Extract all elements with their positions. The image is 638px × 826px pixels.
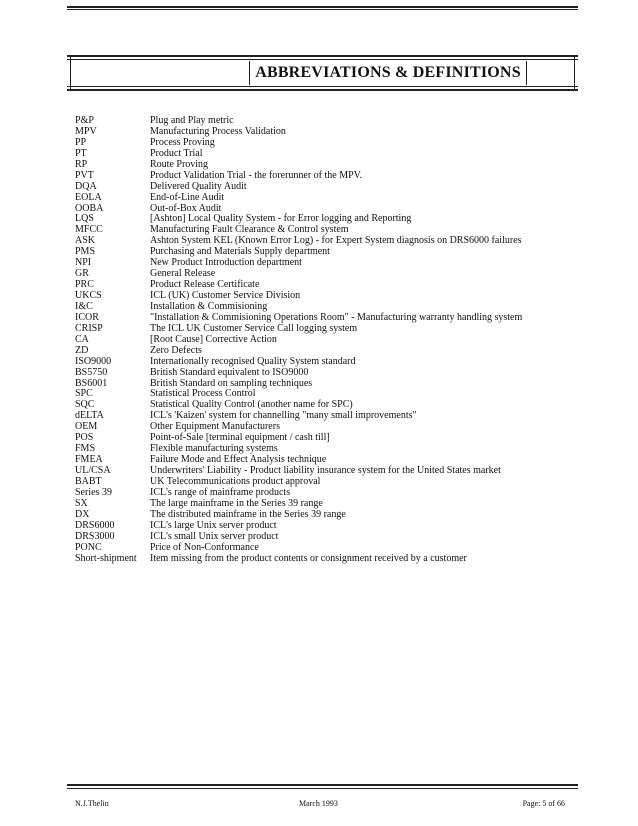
definition: Statistical Process Control [150,388,256,400]
abbreviation: ASK [75,235,96,247]
glossary-row [75,521,575,532]
definition: Statistical Quality Control (another name for SPC) [150,399,353,411]
abbreviation: DRS6000 [75,519,115,531]
footer-page-number: Page: 5 of 66 [522,799,565,808]
abbreviation: ISO9000 [75,355,112,367]
abbreviation: PRC [75,279,94,291]
abbreviation: dELTA [75,410,104,422]
abbreviation: SQC [75,399,95,411]
definition: Internationally recognised Quality System standard [150,355,356,367]
abbreviation: PMS [75,246,96,258]
glossary-row [75,543,575,554]
abbreviation: P&P [75,115,94,126]
banner-edge [70,57,71,89]
abbreviation: PP [75,136,87,148]
abbreviation: BS6001 [75,377,108,389]
definition: Product Validation Trial - the forerunner of the MPV. [150,169,363,181]
header-rule [67,6,578,8]
abbreviation: RP [75,158,88,170]
abbreviation: I&C [75,300,93,312]
abbreviation: FMS [75,443,96,455]
abbreviation: GR [75,268,89,280]
banner-line [67,59,578,60]
definition: [Root Cause] Corrective Action [150,333,277,345]
glossary-row [75,357,575,368]
definition: Underwriters' Liability - Product liability insurance system for the United States market [150,465,501,476]
abbreviation: LQS [75,213,94,225]
glossary-row [75,554,575,565]
abbreviation: BS5750 [75,366,108,378]
glossary-row [75,193,575,204]
definition: ICL's 'Kaizen' system for channelling "many small improvements" [150,410,417,422]
footer-rule [67,784,578,786]
definition: Other Equipment Manufacturers [150,421,280,433]
abbreviation: UKCS [75,290,102,301]
abbreviation: OEM [75,421,98,433]
abbreviation: CA [75,333,89,345]
abbreviation: PVT [75,169,94,181]
abbreviation: MFCC [75,224,103,236]
footer-author: N.J.Thelin [75,799,109,808]
abbreviation: EOLA [75,191,102,203]
abbreviation: OOBA [75,202,104,214]
definition: Delivered Quality Audit [150,180,247,192]
definition: ICL's large Unix server product [150,519,277,531]
abbreviation: Series 39 [75,486,112,498]
definition: General Release [150,268,216,280]
title-banner [67,55,578,91]
abbreviation: UL/CSA [75,465,111,476]
definition: ICL's range of mainframe products [150,486,291,498]
title-box [249,61,527,85]
definition: Plug and Play metric [150,115,234,126]
definition: Product Trial [150,147,203,159]
abbreviation: FMEA [75,454,103,466]
header-rule-thin [67,9,578,10]
definition: Zero Defects [150,344,202,356]
glossary-row [75,346,575,357]
abbreviation: PONC [75,541,102,553]
definition: Process Proving [150,136,215,148]
page-footer [75,798,565,810]
abbreviation: Short-shipment [75,552,137,564]
definition: Item missing from the product contents or consignment received by a customer [150,552,467,564]
abbreviation: DQA [75,180,97,192]
page-title: ABBREVIATIONS & DEFINITIONS [255,64,521,81]
definition: The large mainframe in the Series 39 range [150,497,323,509]
abbreviation: SX [75,497,88,509]
definition: British Standard on sampling techniques [150,377,313,389]
footer-date: March 1993 [299,799,338,808]
abbreviation: ZD [75,344,89,356]
definition: ICL (UK) Customer Service Division [150,290,301,301]
abbreviation: PT [75,147,87,159]
glossary-list [75,116,575,564]
definition: Product Release Certificate [150,279,260,291]
banner-edge [574,57,575,89]
definition: Installation & Commisioning [150,300,268,312]
definition: [Ashton] Local Quality System - for Error logging and Reporting [150,213,412,225]
definition: Ashton System KEL (Known Error Log) - for Expert System diagnosis on DRS6000 failures [150,235,522,247]
abbreviation: DX [75,508,90,520]
definition: Failure Mode and Effect Analysis technique [150,454,327,466]
abbreviation: POS [75,432,94,444]
banner-line [67,86,578,87]
definition: Manufacturing Process Validation [150,125,286,137]
glossary-row [75,182,575,193]
definition: The distributed mainframe in the Series 39 range [150,508,346,520]
footer-rule-thin [67,788,578,789]
glossary-row [75,368,575,379]
definition: New Product Introduction department [150,257,302,269]
abbreviation: CRISP [75,322,103,334]
definition: Manufacturing Fault Clearance & Control system [150,224,349,236]
abbreviation: BABT [75,475,102,487]
definition: End-of-Line Audit [150,191,225,203]
definition: The ICL UK Customer Service Call logging system [150,322,358,334]
abbreviation: MPV [75,125,97,137]
definition: Route Proving [150,158,209,170]
abbreviation: DRS3000 [75,530,115,542]
abbreviation: SPC [75,388,93,400]
glossary-row [75,171,575,182]
abbreviation: NPI [75,257,92,269]
definition: Out-of-Box Audit [150,202,222,214]
abbreviation: ICOR [75,311,99,323]
definition: Purchasing and Materials Supply department [150,246,330,258]
definition: "Installation & Commisioning Operations Room" - Manufacturing warranty handling system [150,311,523,323]
banner-line [67,89,578,91]
definition: ICL's small Unix server product [150,530,279,542]
definition: Point-of-Sale [terminal equipment / cash till] [150,432,330,444]
banner-line [67,55,578,57]
definition: Price of Non-Conformance [150,541,259,553]
definition: UK Telecommunications product approval [150,475,321,487]
definition: Flexible manufacturing systems [150,443,278,455]
glossary-row [75,532,575,543]
definition: British Standard equivalent to ISO9000 [150,366,309,378]
